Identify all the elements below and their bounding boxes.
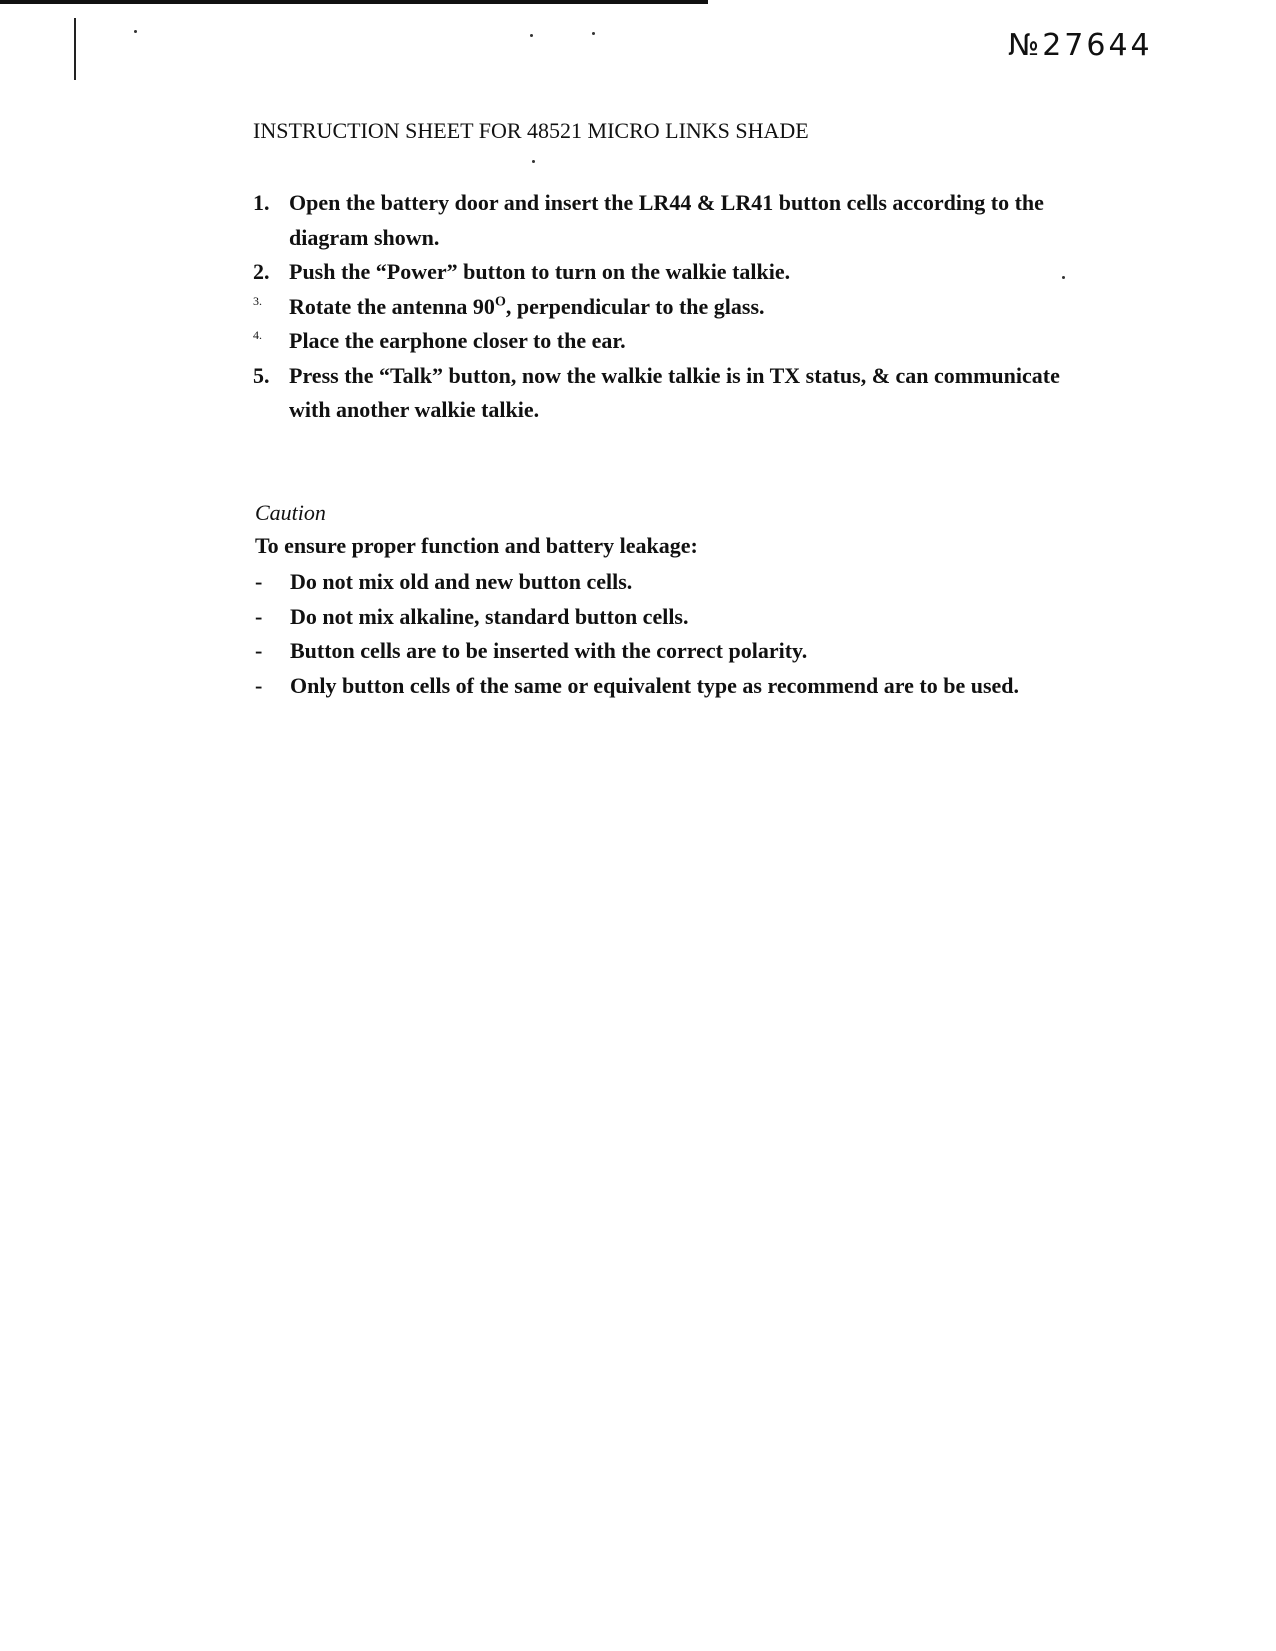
- step-item: [253, 324, 1073, 359]
- scan-speck: [530, 34, 533, 37]
- scan-margin-mark: [74, 18, 76, 80]
- caution-item: [255, 565, 1085, 600]
- step-text: Place the earphone closer to the ear.: [289, 328, 626, 353]
- step-number: 1.: [253, 190, 270, 215]
- caution-item: [255, 600, 1085, 635]
- caution-item: [255, 634, 1085, 669]
- dash-bullet: -: [255, 569, 263, 594]
- step-text-part: , perpendicular to the glass.: [505, 293, 765, 319]
- scan-speck: [592, 32, 595, 35]
- step-item: [253, 290, 1073, 325]
- step-number: 5.: [253, 362, 270, 388]
- degree-superscript: O: [494, 294, 506, 310]
- step-number: 3.: [253, 293, 262, 308]
- scan-speck: [134, 30, 137, 33]
- caution-list: [255, 565, 1085, 703]
- caution-item: [255, 669, 1085, 704]
- step-text: [289, 290, 765, 325]
- step-item: [253, 255, 1073, 290]
- caution-text: Do not mix alkaline, standard button cells.: [290, 603, 689, 629]
- dash-bullet: -: [255, 638, 263, 663]
- document-title: INSTRUCTION SHEET FOR 48521 MICRO LINKS SHADE: [253, 118, 809, 143]
- scan-speck: [532, 160, 535, 163]
- step-number: 2.: [253, 259, 270, 284]
- dash-bullet: -: [255, 672, 263, 698]
- caution-text: Only button cells of the same or equivalent type as recommend are to be used.: [290, 672, 1020, 698]
- step-number: 4.: [253, 328, 262, 342]
- instruction-steps: [253, 186, 1073, 428]
- step-text: Press the “Talk” button, now the walkie talkie is in TX status, & can communicate with another walkie talkie.: [289, 362, 1060, 422]
- step-item: [253, 186, 1073, 255]
- caution-heading: Caution: [255, 500, 326, 525]
- document-number: №27644: [1008, 28, 1153, 63]
- step-text: Open the battery door and insert the LR44 & LR41 button cells according to the diagram shown.: [289, 190, 1044, 250]
- scan-top-rule: [0, 0, 708, 4]
- caution-text: Do not mix old and new button cells.: [290, 569, 633, 594]
- step-item: [253, 359, 1073, 428]
- step-text-part: Rotate the antenna 90: [289, 293, 495, 319]
- dash-bullet: -: [255, 603, 263, 629]
- caution-text: Button cells are to be inserted with the correct polarity.: [290, 638, 808, 663]
- caution-intro: To ensure proper function and battery leakage:: [255, 533, 698, 558]
- step-text: Push the “Power” button to turn on the walkie talkie.: [289, 259, 791, 284]
